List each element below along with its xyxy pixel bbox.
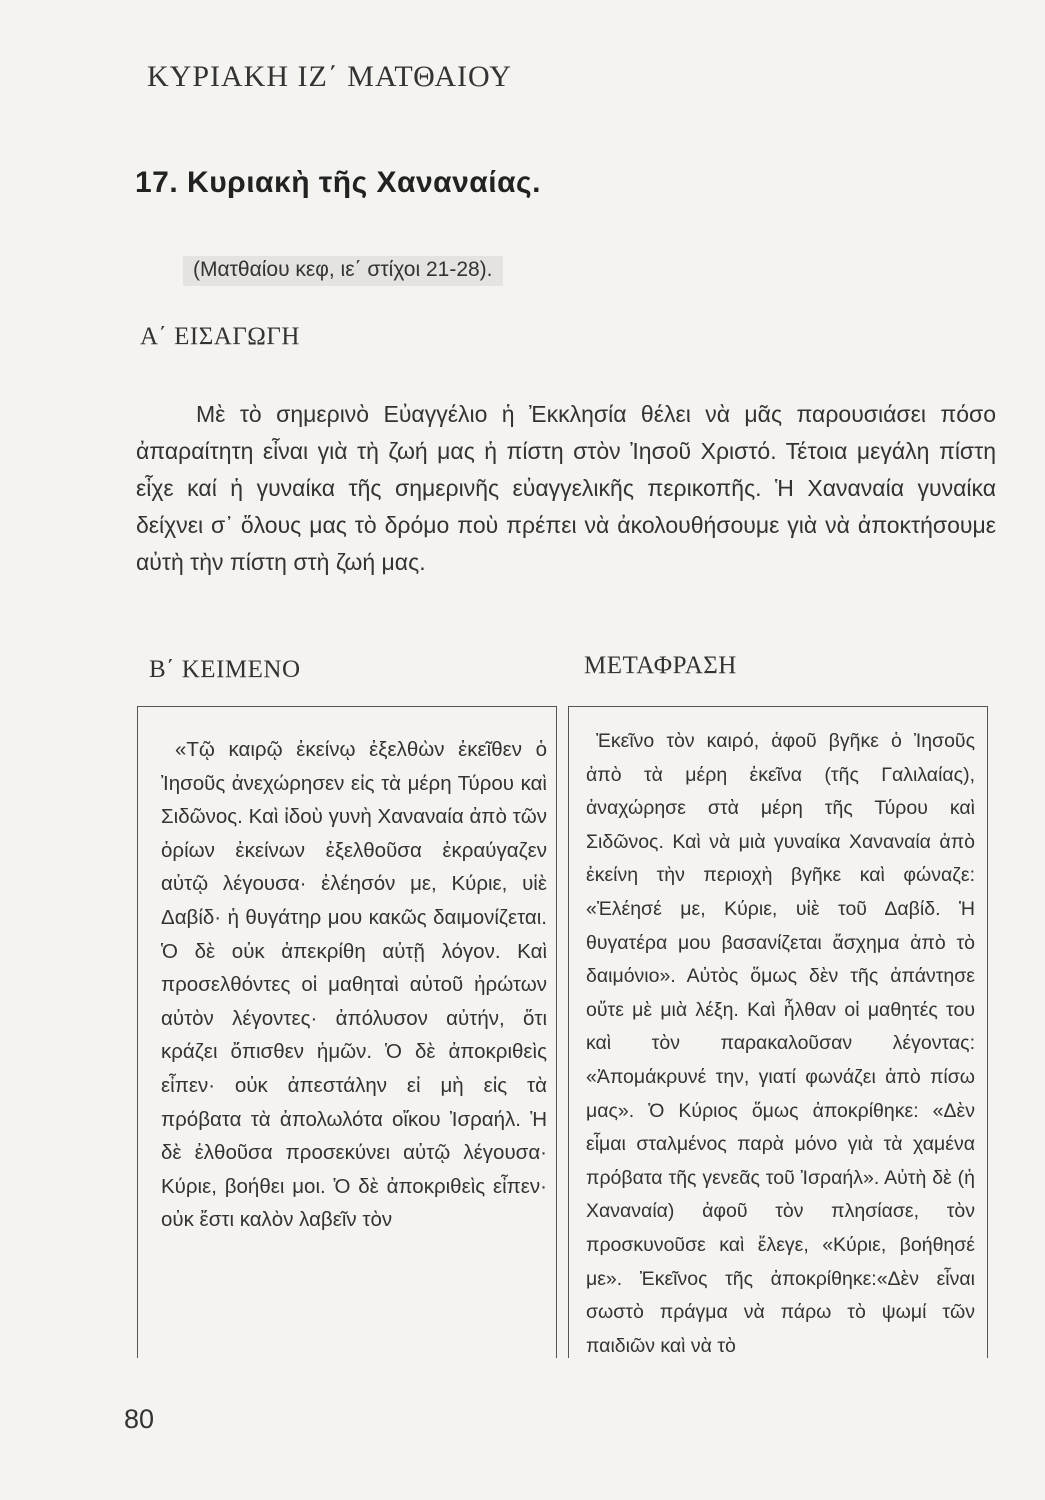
text-heading: Β΄ ΚΕΙΜΕΝΟ <box>149 656 301 683</box>
running-head: ΚΥΡΙΑΚΗ ΙΖ΄ ΜΑΤΘΑΙΟΥ <box>147 60 512 93</box>
original-text: «Τῷ καιρῷ ἐκείνῳ ἐξελθὼν ἐκεῖθεν ὁ Ἰησοῦς ἀνεχώρησεν εἰς τὰ μέρη Τύρου καὶ Σιδῶνος. Καὶ ἰδοὺ γυνὴ Χαναναία ἀπὸ τῶν ὁρίων ἐκείνων ἐξελθοῦσα ἐκραύγαζεν αὐτῷ λέγουσα· ἐλέησόν με, Κύριε, υἱὲ Δαβίδ· ἡ θυγάτηρ μου κακῶς δαιμονίζεται. Ὁ δὲ οὐκ ἀπεκρίθη αὐτῇ λόγον. Καὶ προσελθόντες οἱ μαθηταὶ αὐτοῦ ἠρώτων αὐτὸν λέγοντες· ἀπόλυσον αὐτήν, ὅτι κράζει ὄπισθεν ἡμῶν. Ὁ δὲ ἀποκριθεὶς εἶπεν· οὐκ ἀπεστάλην εἰ μὴ εἰς τὰ πρόβατα τὰ ἀπολωλότα οἴκου Ἰσραήλ. Ἡ δὲ ἐλθοῦσα προσεκύνει αὐτῷ λέγουσα· Κύριε, βοήθει μοι. Ὁ δὲ ἀποκριθεὶς εἶπεν· οὐκ ἔστι καλὸν λαβεῖν τὸν <box>161 738 547 1232</box>
intro-heading: Α΄ ΕΙΣΑΓΩΓΗ <box>140 323 300 350</box>
translation-text: Ἐκεῖνο τὸν καιρό, ἀφοῦ βγῆκε ὁ Ἰησοῦς ἀπὸ τὰ μέρη ἐκεῖνα (τῆς Γαλιλαίας), ἀναχώρησε στὰ μέρη τῆς Τύρου καὶ Σιδῶνος. Καὶ νὰ μιὰ γυναίκα Χαναναία ἀπὸ ἐκείνη τὴν περιοχὴ βγῆκε καὶ φώναζε: «Ἐλέησέ με, Κύριε, υἱὲ τοῦ Δαβίδ. Ἡ θυγατέρα μου βασανίζεται ἄσχημα ἀπὸ τὸ δαιμόνιο». Αὐτὸς ὅμως δὲν τῆς ἀπάντησε οὔτε μὲ μιὰ λέξη. Καὶ ἦλθαν οἱ μαθητές του καὶ τὸν παρακαλοῦσαν λέγοντας: «Ἀπομάκρυνέ την, γιατί φωνάζει ἀπὸ πίσω μας». Ὁ Κύριος ὅμως ἀποκρίθηκε: «Δὲν εἶμαι σταλμένος παρὰ μόνο γιὰ τὰ χαμένα πρόβατα τῆς γενεᾶς τοῦ Ἰσραήλ». Αὐτὴ δὲ (ἡ Χαναναία) ἀφοῦ τὸν πλησίασε, τὸν προσκυνοῦσε καὶ ἔλεγε, «Κύριε, βοήθησέ με». Ἐκεῖνος τῆς ἀποκρίθηκε:«Δὲν εἶναι σωστὸ πράγμα νὰ πάρω τὸ ψωμί τῶν παιδιῶν καὶ νὰ τὸ <box>586 730 975 1357</box>
chapter-title: 17. Κυριακὴ τῆς Χαναναίας. <box>135 166 541 199</box>
page-number: 80 <box>124 1404 155 1434</box>
intro-body <box>136 396 996 581</box>
intro-paragraph: Μὲ τὸ σημερινὸ Εὐαγγέλιο ἡ Ἐκκλησία θέλει νὰ μᾶς παρουσιάσει πόσο ἀπαραίτητη εἶναι γιὰ τὴ ζωή μας ἡ πίστη στὸν Ἰησοῦ Χριστό. Τέτοια μεγάλη πίστη εἶχε καί ἡ γυναίκα τῆς σημερινῆς εὐαγγελικῆς περικοπῆς. Ἡ Χαναναία γυναίκα δείχνει σ᾽ ὅλους μας τὸ δρόμο ποὺ πρέπει νὰ ἀκολουθήσουμε γιὰ νὰ ἀποκτήσουμε αὐτὴ τὴν πίστη στὴ ζωή μας. <box>136 401 996 575</box>
translation-heading: ΜΕΤΑΦΡΑΣΗ <box>584 652 737 679</box>
translation-box <box>568 706 988 1358</box>
scripture-reference: (Ματθαίου κεφ, ιε΄ στίχοι 21-28). <box>183 256 503 286</box>
original-text-box <box>137 706 557 1358</box>
